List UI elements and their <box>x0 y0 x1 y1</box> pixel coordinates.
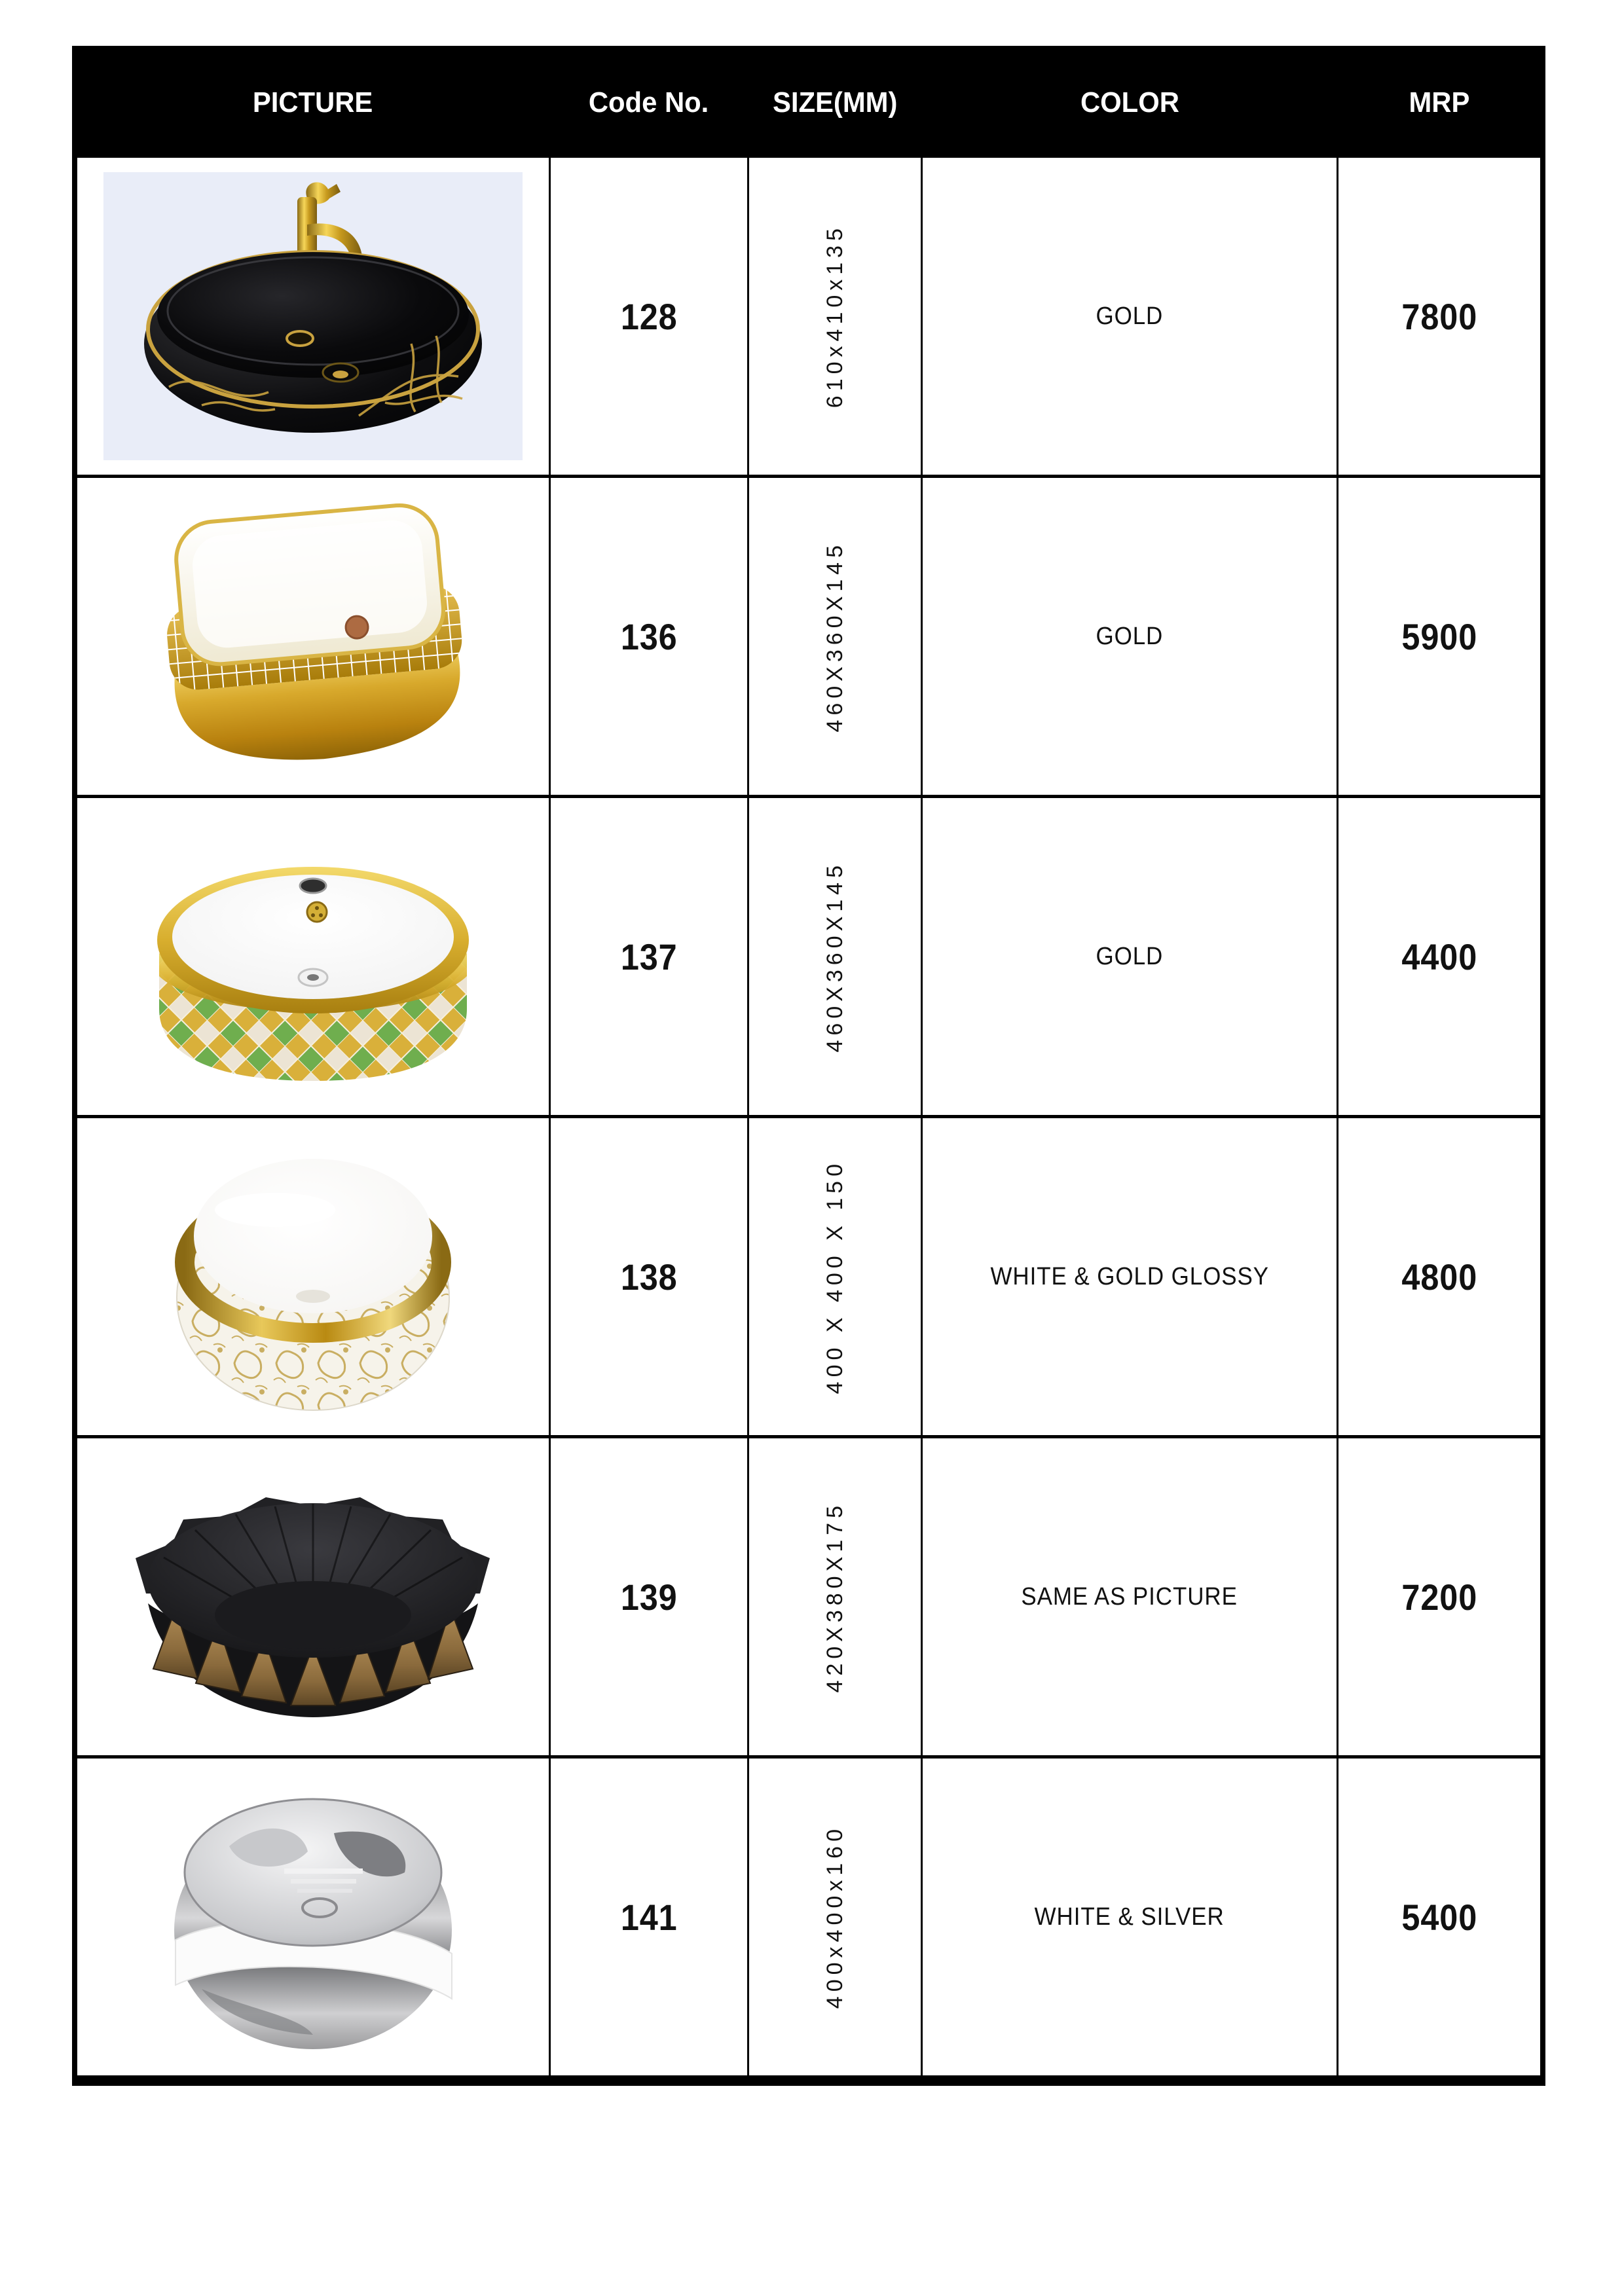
mrp-value: 4400 <box>1401 936 1477 977</box>
header-mrp <box>1338 51 1540 155</box>
mrp-value: 7800 <box>1401 295 1477 337</box>
table-row-5-picture-cell <box>77 1438 549 1755</box>
color-value: WHITE & SILVER <box>1034 1903 1225 1931</box>
code-value: 128 <box>620 295 678 337</box>
size-value: 420X380X175 <box>822 1501 847 1693</box>
table-row-6-code-cell <box>551 1758 747 2075</box>
header-code-label: Code No. <box>589 86 709 118</box>
table-row-1-mrp-cell <box>1338 158 1540 475</box>
table-row-1-code-cell <box>551 158 747 475</box>
color-value: GOLD <box>1096 302 1164 330</box>
table-row-5-code-cell <box>551 1438 747 1755</box>
table-row-5-size-cell <box>749 1438 921 1755</box>
gold-drain <box>307 902 327 922</box>
header-color <box>923 51 1337 155</box>
size-value: 400 X 400 X 150 <box>822 1159 847 1394</box>
table-row-3-color-cell <box>923 798 1337 1115</box>
header-size <box>749 51 921 155</box>
code-value: 141 <box>620 1896 678 1938</box>
code-value: 138 <box>620 1256 678 1298</box>
code-value: 137 <box>620 936 678 977</box>
table-row-3-picture-cell <box>77 798 549 1115</box>
size-value: 610x410x135 <box>822 224 847 409</box>
sphere-basin <box>177 1159 449 1410</box>
product-photo-white-gold-glossy-bowl <box>103 1133 523 1421</box>
product-photo-rect-white-gold-mosaic-basin <box>103 492 523 780</box>
table-row-1-size-cell <box>749 158 921 475</box>
table-row-2-mrp-cell <box>1338 478 1540 795</box>
size-value: 460X360X145 <box>822 540 847 733</box>
table-row-6-picture-cell <box>77 1758 549 2075</box>
product-photo-black-bronze-fluted-basin <box>103 1453 523 1741</box>
header-picture-label: PICTURE <box>253 86 373 118</box>
table-row-3-mrp-cell <box>1338 798 1540 1115</box>
size-value: 460X360X145 <box>822 860 847 1053</box>
table-row-3-size-cell <box>749 798 921 1115</box>
table-row-3-code-cell <box>551 798 747 1115</box>
header-color-label: COLOR <box>1080 86 1179 118</box>
table-row-4-code-cell <box>551 1118 747 1435</box>
header-code <box>551 51 747 155</box>
color-value: GOLD <box>1096 942 1164 970</box>
code-value: 136 <box>620 615 678 657</box>
black-oval-basin <box>144 252 482 433</box>
product-table <box>72 46 1545 2086</box>
table-row-2-color-cell <box>923 478 1337 795</box>
header-picture <box>77 51 549 155</box>
color-value: WHITE & GOLD GLOSSY <box>990 1262 1269 1290</box>
table-row-1-color-cell <box>923 158 1337 475</box>
table-row-2-code-cell <box>551 478 747 795</box>
round-basin <box>157 867 469 1081</box>
product-photo-round-gold-diamond-basin <box>103 812 523 1101</box>
product-photo-chrome-white-band-basin <box>103 1773 523 2061</box>
size-value: 400x400x160 <box>822 1825 847 2009</box>
table-row-1-picture-cell <box>77 158 549 475</box>
table-row-4-size-cell <box>749 1118 921 1435</box>
table-row-6-mrp-cell <box>1338 1758 1540 2075</box>
header-mrp-label: MRP <box>1409 86 1470 118</box>
table-row-6-size-cell <box>749 1758 921 2075</box>
table-row-2-picture-cell <box>77 478 549 795</box>
color-value: GOLD <box>1096 622 1164 650</box>
mrp-value: 7200 <box>1401 1576 1477 1618</box>
code-value: 139 <box>620 1576 678 1618</box>
table-row-4-picture-cell <box>77 1118 549 1435</box>
product-photo-black-oval-basin-gold-faucet <box>103 172 523 460</box>
color-value: SAME AS PICTURE <box>1021 1582 1238 1611</box>
mrp-value: 4800 <box>1401 1256 1477 1298</box>
header-size-label: SIZE(MM) <box>772 86 898 118</box>
table-row-6-color-cell <box>923 1758 1337 2075</box>
mrp-value: 5400 <box>1401 1896 1477 1938</box>
table-row-5-color-cell <box>923 1438 1337 1755</box>
table-row-4-color-cell <box>923 1118 1337 1435</box>
table-row-2-size-cell <box>749 478 921 795</box>
table-row-4-mrp-cell <box>1338 1118 1540 1435</box>
table-row-5-mrp-cell <box>1338 1438 1540 1755</box>
chrome-basin <box>174 1799 452 2049</box>
mrp-value: 5900 <box>1401 615 1477 657</box>
